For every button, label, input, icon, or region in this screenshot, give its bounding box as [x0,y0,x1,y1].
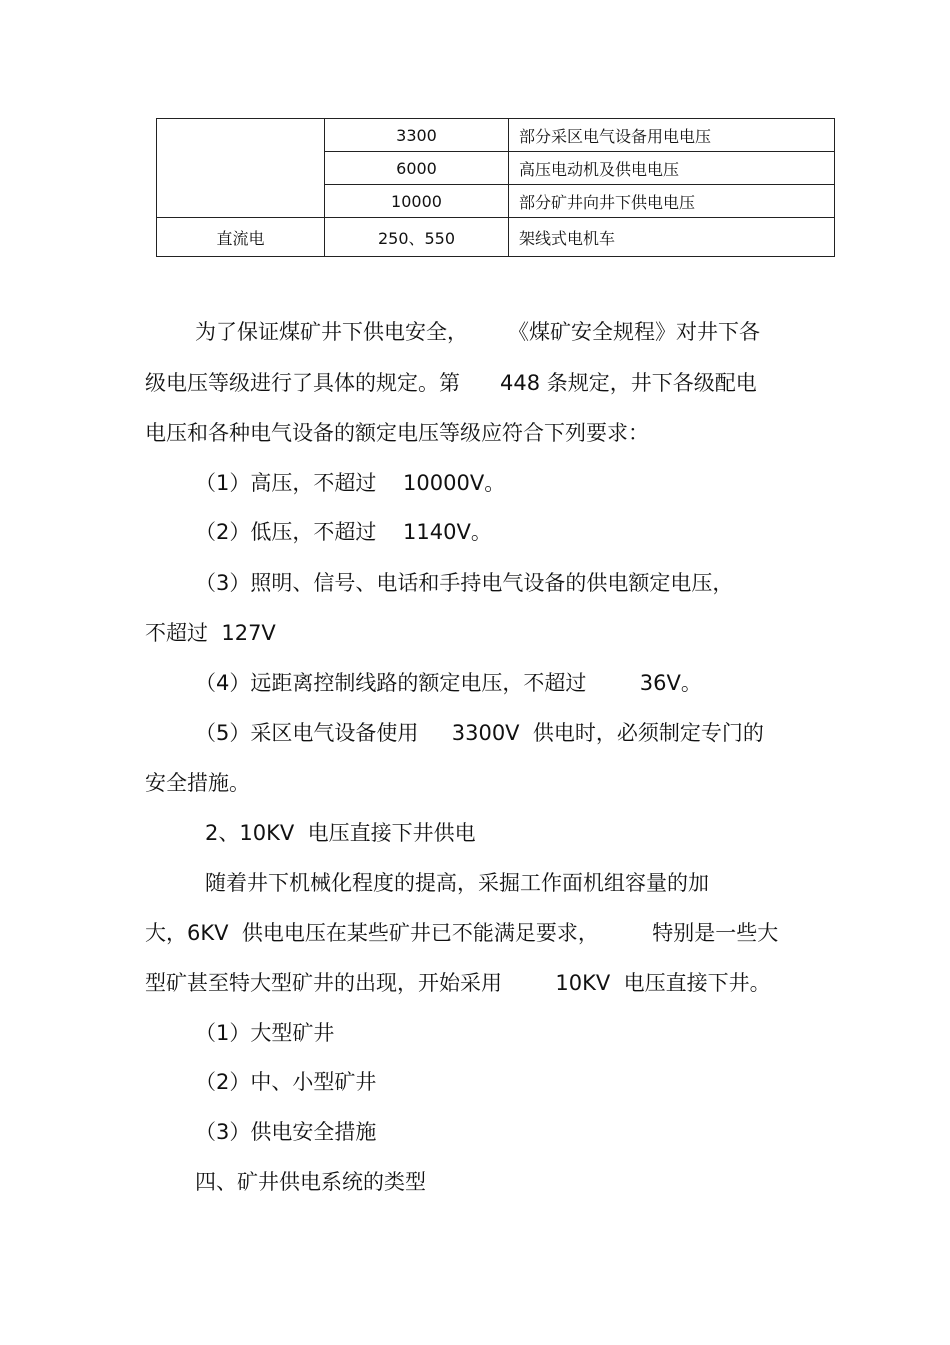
paragraph-line: 型矿甚至特大型矿井的出现，开始采用 10KV 电压直接下井。 [145,971,771,995]
list-item: （2）中、小型矿井 [195,1070,377,1094]
section-heading: 四、矿井供电系统的类型 [195,1170,426,1194]
table-cell-usage: 部分采区电气设备用电电压 [509,119,835,152]
voltage-table [156,118,835,257]
table-cell-usage: 高压电动机及供电电压 [509,152,835,185]
list-item: （3）供电安全措施 [195,1120,377,1144]
table-row [157,119,835,152]
list-item: （5）采区电气设备使用 3300V 供电时，必须制定专门的 [195,721,764,745]
table-row [157,218,835,257]
list-item: （1）大型矿井 [195,1021,335,1045]
list-item: （4）远距离控制线路的额定电压，不超过 36V。 [195,671,702,695]
paragraph-line: 级电压等级进行了具体的规定。第 448 条规定，井下各级配电 [145,371,757,395]
table-cell-voltage: 6000 [325,152,509,185]
list-item: （2）低压，不超过 1140V。 [195,520,492,544]
list-item: （3）照明、信号、电话和手持电气设备的供电额定电压， [195,571,734,595]
table-cell-voltage: 3300 [325,119,509,152]
paragraph-line: 安全措施。 [145,771,250,795]
table-cell-type: 直流电 [157,218,325,257]
section-heading: 2、10KV 电压直接下井供电 [205,821,476,845]
paragraph-line: 随着井下机械化程度的提高，采掘工作面机组容量的加 [205,871,709,895]
list-item: （1）高压，不超过 10000V。 [195,471,506,495]
paragraph-line: 大，6KV 供电电压在某些矿井已不能满足要求， 特别是一些大 [145,921,779,945]
paragraph-line: 电压和各种电气设备的额定电压等级应符合下列要求： [145,421,649,445]
paragraph-line: 为了保证煤矿井下供电安全， 《煤矿安全规程》对井下各 [195,320,761,344]
paragraph-line: 不超过 127V [145,621,276,645]
table-cell-type [157,119,325,218]
table-cell-voltage: 10000 [325,185,509,218]
table-cell-usage: 部分矿井向井下供电电压 [509,185,835,218]
table-cell-usage: 架线式电机车 [509,218,835,257]
table-cell-voltage: 250、550 [325,218,509,257]
